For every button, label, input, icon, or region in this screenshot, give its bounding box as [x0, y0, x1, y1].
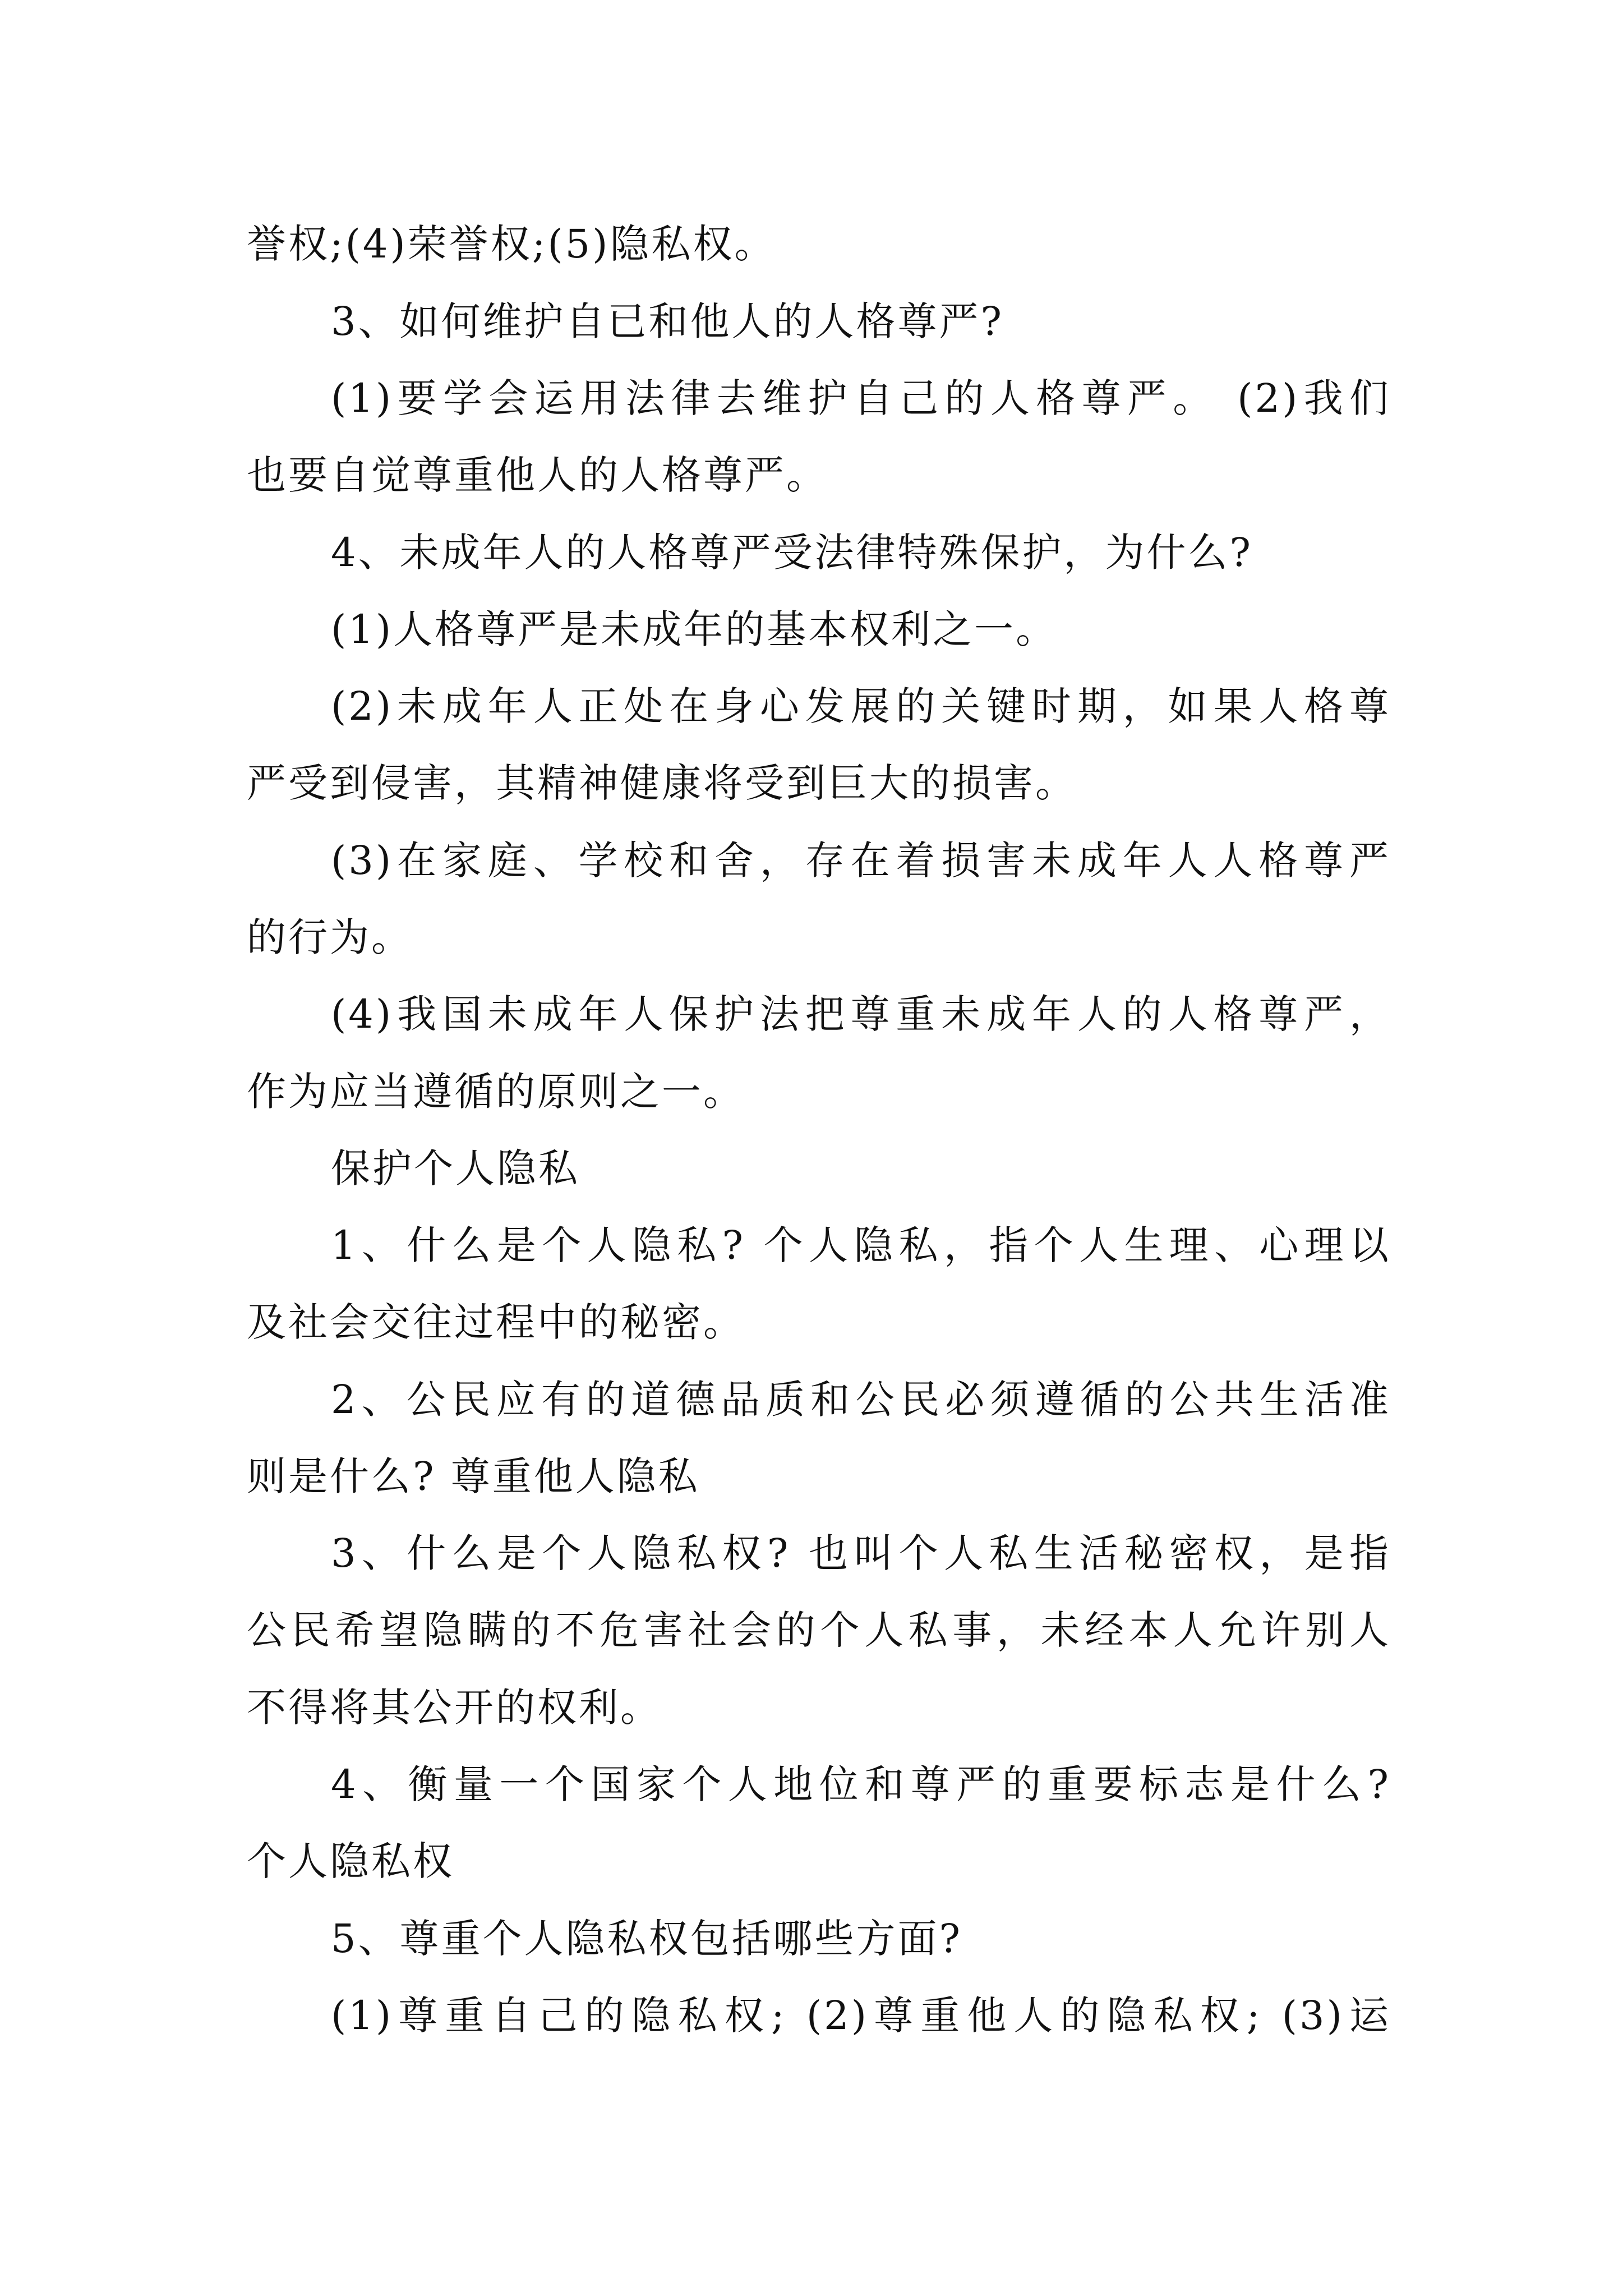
text-line: (4)我国未成年人保护法把尊重未成年人的人格尊严，: [331, 991, 1391, 1037]
text-line: (1)要学会运用法律去维护自己的人格尊严。 (2)我们: [331, 375, 1391, 421]
text-line: (1)尊重自己的隐私权; (2)尊重他人的隐私权; (3)运: [331, 1993, 1391, 2039]
text-line: 的行为。: [247, 914, 413, 960]
text-line: 则是什么? 尊重他人隐私: [247, 1453, 700, 1499]
text-line: 公民希望隐瞒的不危害社会的个人私事，未经本人允许别人: [247, 1607, 1391, 1653]
question-heading: 4、未成年人的人格尊严受法律特殊保护，为什么?: [331, 530, 1253, 576]
text-line: 作为应当遵循的原则之一。: [247, 1069, 745, 1115]
text-line: (1)人格尊严是未成年的基本权利之一。: [331, 606, 1058, 652]
text-line: 不得将其公开的权利。: [247, 1685, 662, 1731]
question-heading: 2、公民应有的道德品质和公民必须遵循的公共生活准: [331, 1377, 1391, 1423]
text-line: (2)未成年人正处在身心发展的关键时期，如果人格尊: [331, 683, 1391, 729]
question-heading: 1、什么是个人隐私? 个人隐私，指个人生理、心理以: [331, 1222, 1391, 1268]
text-line: 个人隐私权: [247, 1838, 454, 1884]
text-line: 誉权;(4)荣誉权;(5)隐私权。: [247, 221, 776, 267]
question-heading: 3、什么是个人隐私权? 也叫个人私生活秘密权，是指: [331, 1530, 1391, 1576]
question-heading: 3、如何维护自已和他人的人格尊严?: [331, 298, 1004, 344]
text-line: (3)在家庭、学校和舍，存在着损害未成年人人格尊严: [331, 838, 1391, 884]
section-heading: 保护个人隐私: [331, 1145, 580, 1191]
text-line: 也要自觉尊重他人的人格尊严。: [247, 452, 828, 498]
text-line: 及社会交往过程中的秘密。: [247, 1299, 745, 1345]
question-heading: 5、尊重个人隐私权包括哪些方面?: [331, 1916, 963, 1962]
question-heading: 4、衡量一个国家个人地位和尊严的重要标志是什么?: [331, 1761, 1391, 1807]
text-line: 严受到侵害，其精神健康将受到巨大的损害。: [247, 760, 1077, 806]
